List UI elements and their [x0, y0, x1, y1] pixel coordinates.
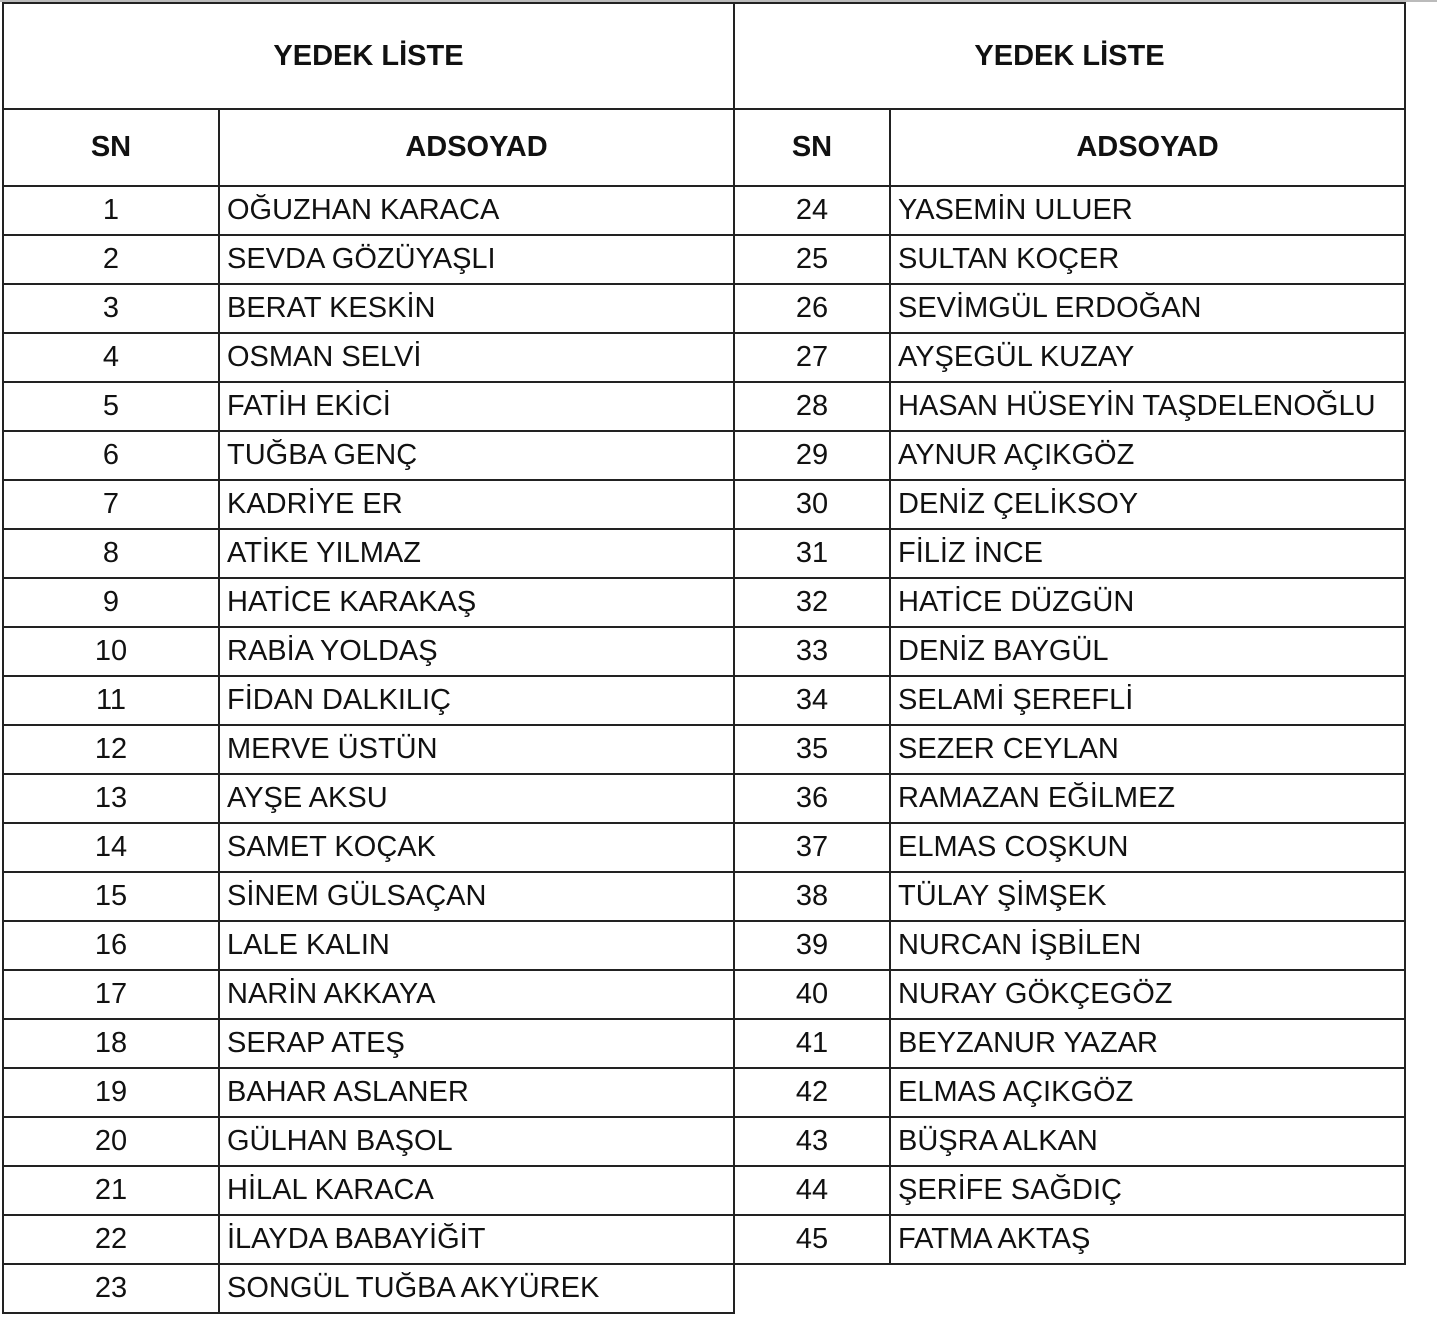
left-table-title: YEDEK LİSTE: [3, 3, 734, 109]
sn-cell: 7: [3, 480, 219, 529]
left-header-row: [3, 109, 734, 186]
sn-cell: 36: [734, 774, 890, 823]
name-cell: NURAY GÖKÇEGÖZ: [890, 970, 1405, 1019]
sn-cell: 26: [734, 284, 890, 333]
table-row: [734, 235, 1405, 284]
sn-cell: 19: [3, 1068, 219, 1117]
name-cell: SELAMİ ŞEREFLİ: [890, 676, 1405, 725]
name-cell: FATİH EKİCİ: [219, 382, 734, 431]
name-cell: OĞUZHAN KARACA: [219, 186, 734, 235]
sn-cell: 35: [734, 725, 890, 774]
table-row: [3, 480, 734, 529]
sn-cell: 8: [3, 529, 219, 578]
sn-cell: 32: [734, 578, 890, 627]
sn-cell: 1: [3, 186, 219, 235]
sn-cell: 37: [734, 823, 890, 872]
table-row: [734, 333, 1405, 382]
name-cell: KADRİYE ER: [219, 480, 734, 529]
table-row: [3, 1215, 734, 1264]
sn-cell: 29: [734, 431, 890, 480]
sn-cell: 3: [3, 284, 219, 333]
right-list-table: [733, 2, 1406, 1265]
table-row: [3, 970, 734, 1019]
table-row: [3, 774, 734, 823]
sn-cell: 20: [3, 1117, 219, 1166]
table-row: [734, 970, 1405, 1019]
name-cell: NURCAN İŞBİLEN: [890, 921, 1405, 970]
name-cell: OSMAN SELVİ: [219, 333, 734, 382]
right-table-title: YEDEK LİSTE: [734, 3, 1405, 109]
left-table-body: [3, 186, 734, 1313]
table-row: [3, 725, 734, 774]
table-row: [734, 725, 1405, 774]
table-row: [3, 627, 734, 676]
table-row: [734, 627, 1405, 676]
table-row: [734, 1117, 1405, 1166]
right-title-row: [734, 3, 1405, 109]
sn-cell: 9: [3, 578, 219, 627]
table-row: [734, 823, 1405, 872]
name-cell: LALE KALIN: [219, 921, 734, 970]
name-cell: DENİZ BAYGÜL: [890, 627, 1405, 676]
table-row: [734, 872, 1405, 921]
table-row: [734, 431, 1405, 480]
sn-cell: 12: [3, 725, 219, 774]
name-cell: BAHAR ASLANER: [219, 1068, 734, 1117]
table-row: [3, 1264, 734, 1313]
name-cell: RABİA YOLDAŞ: [219, 627, 734, 676]
table-row: [3, 382, 734, 431]
name-cell: İLAYDA BABAYİĞİT: [219, 1215, 734, 1264]
name-cell: SEZER CEYLAN: [890, 725, 1405, 774]
left-list-table: [2, 2, 735, 1314]
right-name-header: ADSOYAD: [890, 109, 1405, 186]
name-cell: NARİN AKKAYA: [219, 970, 734, 1019]
sn-cell: 34: [734, 676, 890, 725]
table-row: [734, 480, 1405, 529]
table-row: [734, 774, 1405, 823]
sn-cell: 16: [3, 921, 219, 970]
name-cell: SULTAN KOÇER: [890, 235, 1405, 284]
name-cell: ELMAS COŞKUN: [890, 823, 1405, 872]
sn-cell: 15: [3, 872, 219, 921]
name-cell: RAMAZAN EĞİLMEZ: [890, 774, 1405, 823]
table-row: [734, 382, 1405, 431]
name-cell: HATİCE DÜZGÜN: [890, 578, 1405, 627]
table-row: [734, 921, 1405, 970]
sn-cell: 2: [3, 235, 219, 284]
sn-cell: 33: [734, 627, 890, 676]
name-cell: FATMA AKTAŞ: [890, 1215, 1405, 1264]
table-row: [3, 872, 734, 921]
table-row: [734, 1019, 1405, 1068]
sn-cell: 6: [3, 431, 219, 480]
sn-cell: 23: [3, 1264, 219, 1313]
name-cell: MERVE ÜSTÜN: [219, 725, 734, 774]
name-cell: YASEMİN ULUER: [890, 186, 1405, 235]
sn-cell: 25: [734, 235, 890, 284]
sn-cell: 39: [734, 921, 890, 970]
right-table-body: [734, 186, 1405, 1264]
sn-cell: 4: [3, 333, 219, 382]
sn-cell: 31: [734, 529, 890, 578]
sn-cell: 21: [3, 1166, 219, 1215]
right-header-row: [734, 109, 1405, 186]
table-row: [3, 235, 734, 284]
name-cell: BEYZANUR YAZAR: [890, 1019, 1405, 1068]
name-cell: ATİKE YILMAZ: [219, 529, 734, 578]
sn-cell: 44: [734, 1166, 890, 1215]
left-sn-header: SN: [3, 109, 219, 186]
table-row: [3, 529, 734, 578]
table-row: [734, 186, 1405, 235]
sn-cell: 38: [734, 872, 890, 921]
sn-cell: 28: [734, 382, 890, 431]
name-cell: FİDAN DALKILIÇ: [219, 676, 734, 725]
right-sn-header: SN: [734, 109, 890, 186]
table-row: [3, 921, 734, 970]
sn-cell: 27: [734, 333, 890, 382]
table-row: [3, 1117, 734, 1166]
sn-cell: 13: [3, 774, 219, 823]
table-row: [734, 1068, 1405, 1117]
name-cell: SAMET KOÇAK: [219, 823, 734, 872]
sn-cell: 41: [734, 1019, 890, 1068]
sn-cell: 40: [734, 970, 890, 1019]
name-cell: SONGÜL TUĞBA AKYÜREK: [219, 1264, 734, 1313]
table-row: [3, 1068, 734, 1117]
sn-cell: 17: [3, 970, 219, 1019]
sn-cell: 22: [3, 1215, 219, 1264]
sn-cell: 5: [3, 382, 219, 431]
sn-cell: 42: [734, 1068, 890, 1117]
table-row: [734, 578, 1405, 627]
name-cell: HASAN HÜSEYİN TAŞDELENOĞLU: [890, 382, 1405, 431]
name-cell: DENİZ ÇELİKSOY: [890, 480, 1405, 529]
name-cell: GÜLHAN BAŞOL: [219, 1117, 734, 1166]
table-row: [3, 823, 734, 872]
table-row: [3, 333, 734, 382]
name-cell: FİLİZ İNCE: [890, 529, 1405, 578]
table-row: [3, 284, 734, 333]
left-name-header: ADSOYAD: [219, 109, 734, 186]
name-cell: AYŞE AKSU: [219, 774, 734, 823]
name-cell: SİNEM GÜLSAÇAN: [219, 872, 734, 921]
name-cell: HİLAL KARACA: [219, 1166, 734, 1215]
name-cell: AYŞEGÜL KUZAY: [890, 333, 1405, 382]
sn-cell: 11: [3, 676, 219, 725]
name-cell: HATİCE KARAKAŞ: [219, 578, 734, 627]
name-cell: BÜŞRA ALKAN: [890, 1117, 1405, 1166]
table-row: [3, 578, 734, 627]
sn-cell: 10: [3, 627, 219, 676]
name-cell: SEVDA GÖZÜYAŞLI: [219, 235, 734, 284]
left-title-row: [3, 3, 734, 109]
table-row: [734, 284, 1405, 333]
table-row: [734, 676, 1405, 725]
sn-cell: 45: [734, 1215, 890, 1264]
table-row: [734, 529, 1405, 578]
name-cell: SERAP ATEŞ: [219, 1019, 734, 1068]
name-cell: AYNUR AÇIKGÖZ: [890, 431, 1405, 480]
table-row: [734, 1166, 1405, 1215]
table-row: [3, 1166, 734, 1215]
sn-cell: 18: [3, 1019, 219, 1068]
table-row: [3, 676, 734, 725]
sn-cell: 24: [734, 186, 890, 235]
name-cell: BERAT KESKİN: [219, 284, 734, 333]
sn-cell: 43: [734, 1117, 890, 1166]
table-row: [3, 186, 734, 235]
table-row: [734, 1215, 1405, 1264]
name-cell: ŞERİFE SAĞDIÇ: [890, 1166, 1405, 1215]
sn-cell: 14: [3, 823, 219, 872]
table-row: [3, 1019, 734, 1068]
sn-cell: 30: [734, 480, 890, 529]
name-cell: TUĞBA GENÇ: [219, 431, 734, 480]
name-cell: TÜLAY ŞİMŞEK: [890, 872, 1405, 921]
name-cell: SEVİMGÜL ERDOĞAN: [890, 284, 1405, 333]
table-row: [3, 431, 734, 480]
name-cell: ELMAS AÇIKGÖZ: [890, 1068, 1405, 1117]
